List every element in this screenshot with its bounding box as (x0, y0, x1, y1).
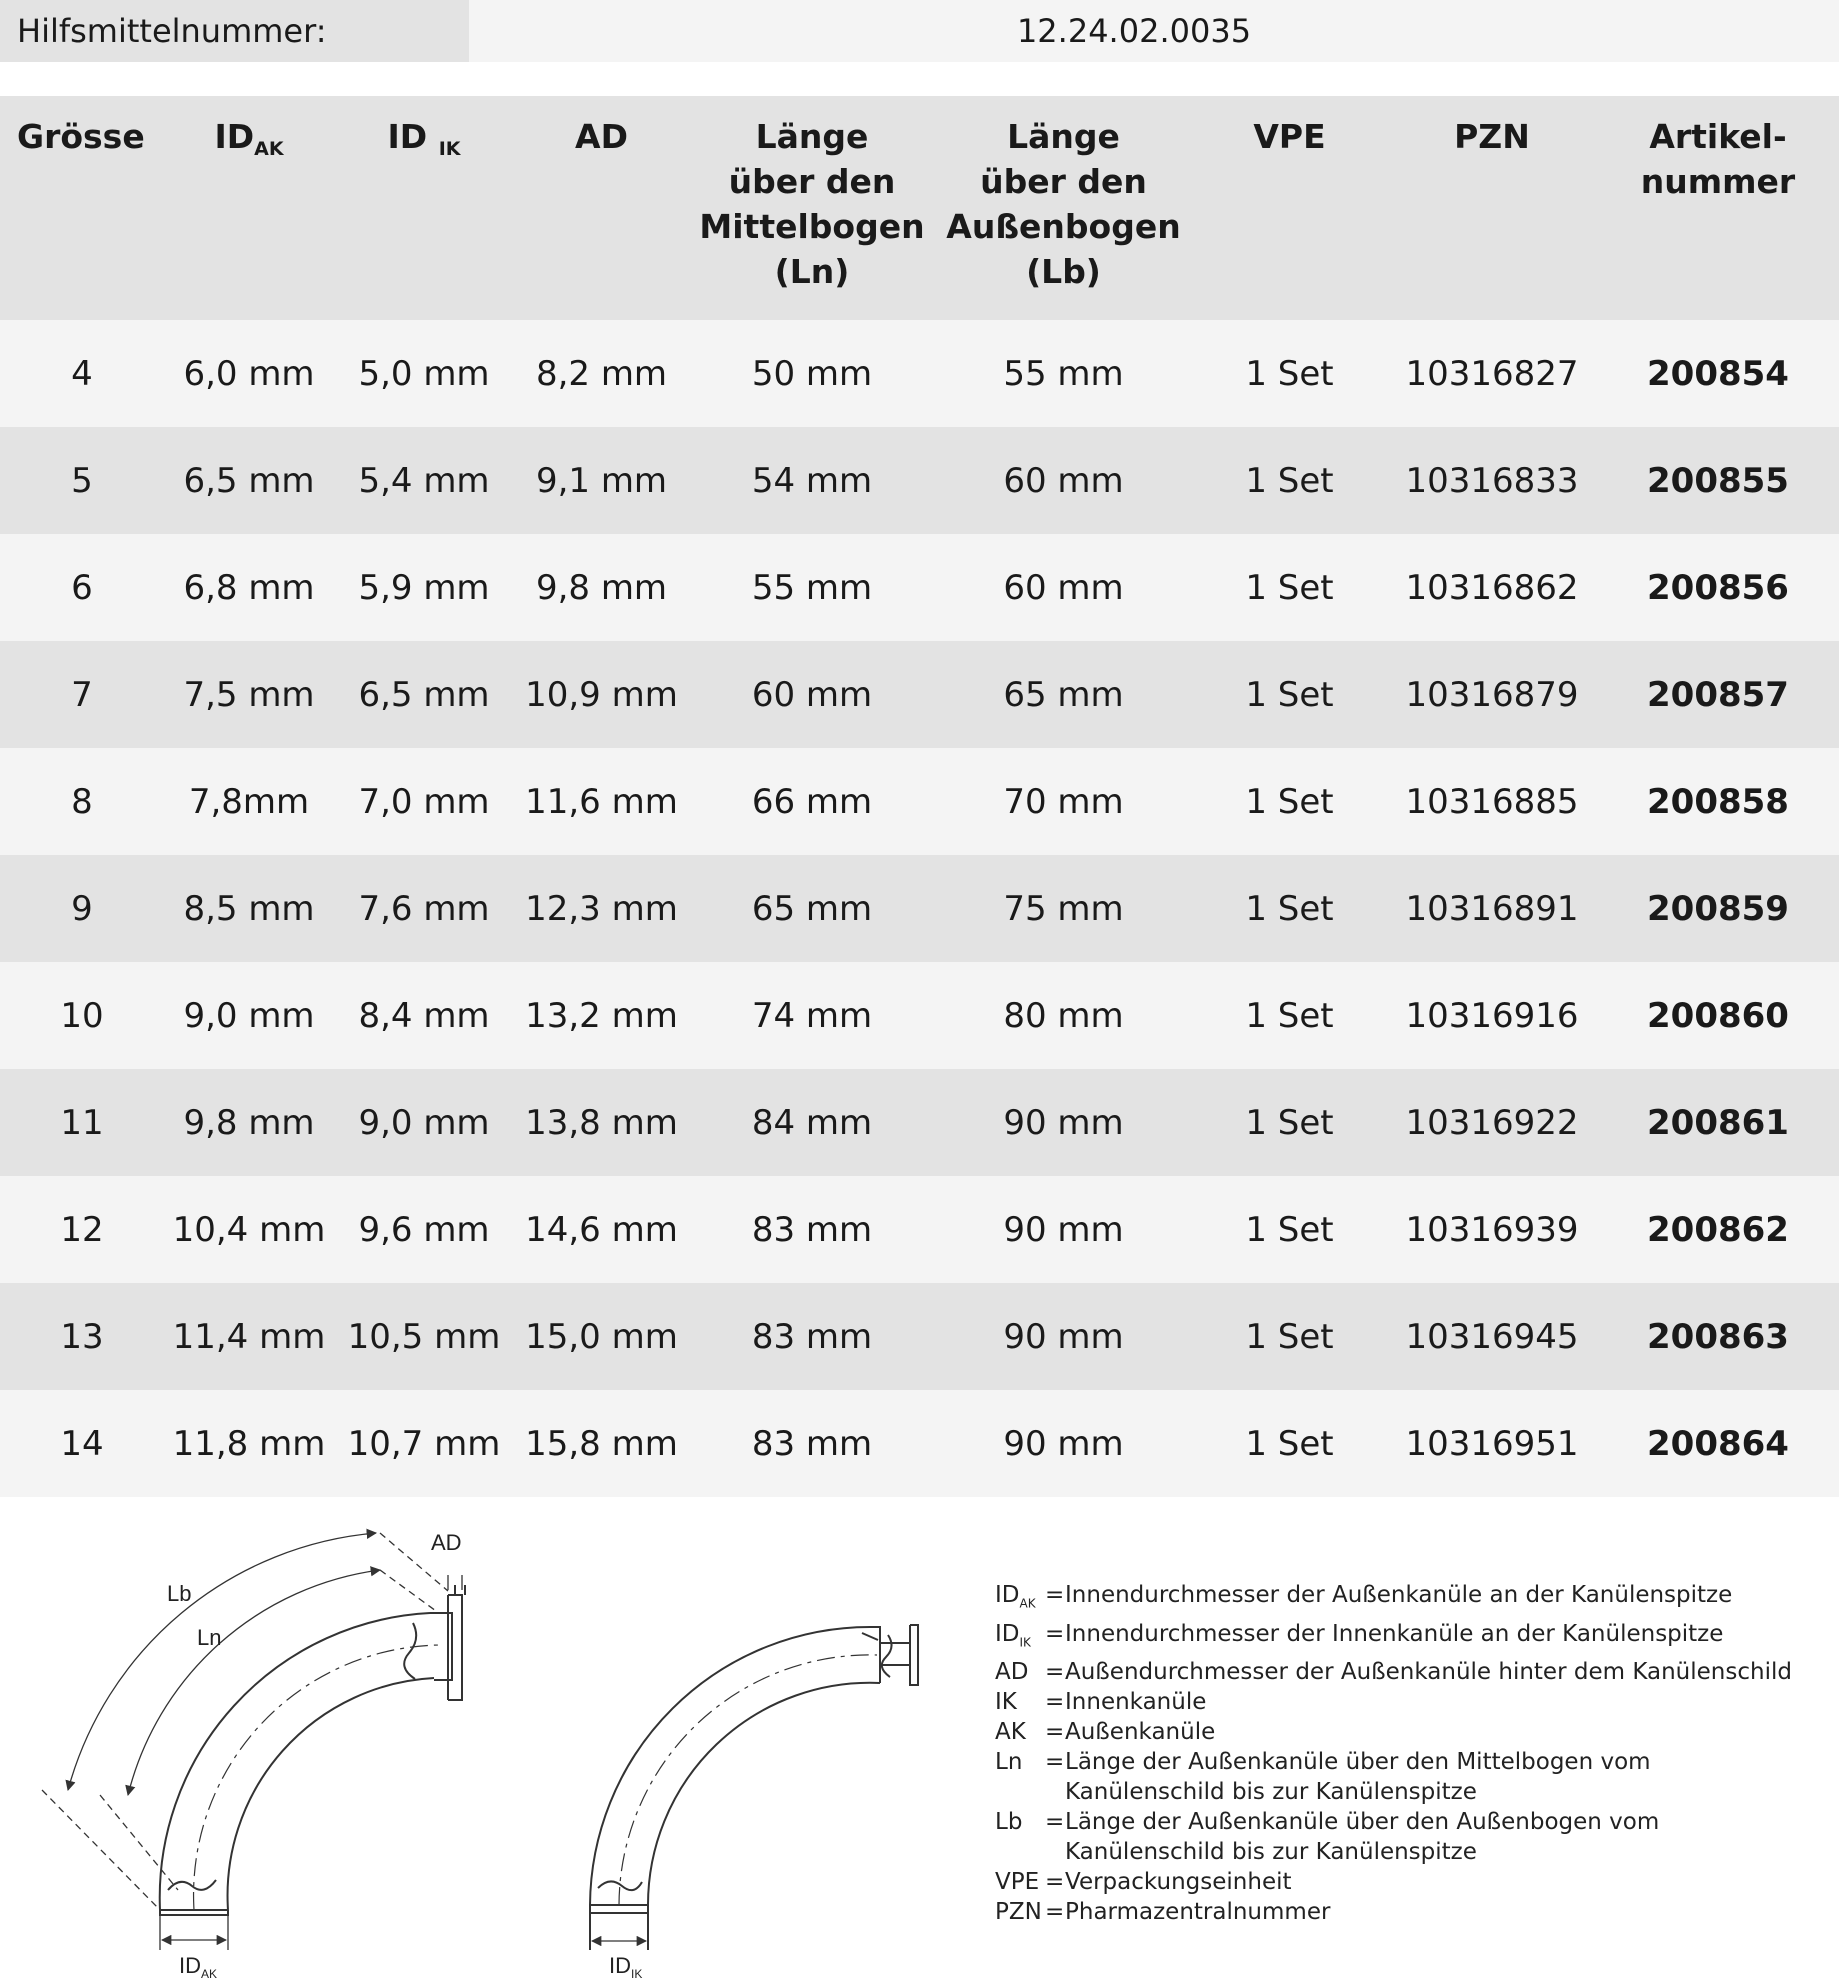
cell-pzn: 10316916 (1387, 962, 1597, 1069)
cell-ln: 74 mm (689, 962, 935, 1069)
cell-article: 200860 (1597, 962, 1839, 1069)
cell-vpe: 1 Set (1192, 855, 1387, 962)
cell-article: 200864 (1597, 1390, 1839, 1497)
label-ln: Ln (197, 1625, 222, 1650)
cell-id-ak: 11,4 mm (164, 1283, 334, 1390)
cell-lb: 90 mm (935, 1069, 1192, 1176)
col-vpe-header: VPE (1192, 96, 1387, 320)
cell-size: 14 (0, 1390, 164, 1497)
cell-id-ik: 8,4 mm (334, 962, 514, 1069)
col-id-ik-header: ID $_{IK}$ (334, 96, 514, 320)
cell-lb: 55 mm (935, 320, 1192, 427)
cell-ad: 8,2 mm (514, 320, 689, 427)
col-size-header: Grösse (0, 96, 164, 320)
cell-size: 7 (0, 641, 164, 748)
cell-ln: 65 mm (689, 855, 935, 962)
cell-ln: 83 mm (689, 1176, 935, 1283)
cell-id-ik: 9,6 mm (334, 1176, 514, 1283)
legend-item: PZN = Pharmazentralnummer (995, 1899, 1331, 1926)
cell-ad: 15,8 mm (514, 1390, 689, 1497)
cell-size: 4 (0, 320, 164, 427)
cell-article: 200856 (1597, 534, 1839, 641)
cell-lb: 60 mm (935, 534, 1192, 641)
cell-size: 5 (0, 427, 164, 534)
table-header-row (0, 96, 1839, 320)
cell-size: 11 (0, 1069, 164, 1176)
legend-item: $ID_{IK}$ = Innendurchmesser der Innenkanüle an der Kanülenspitze (995, 1620, 1724, 1650)
cell-pzn: 10316951 (1387, 1390, 1597, 1497)
label-id-ak: $ID_{AK}$ (179, 1953, 218, 1981)
cell-id-ak: 9,8 mm (164, 1069, 334, 1176)
table-row (0, 748, 1839, 855)
spec-table (0, 96, 1839, 1497)
cell-pzn: 10316939 (1387, 1176, 1597, 1283)
cell-ad: 13,2 mm (514, 962, 689, 1069)
table-row (0, 427, 1839, 534)
legend-item: AK = Außenkanüle (995, 1719, 1216, 1746)
cell-vpe: 1 Set (1192, 1283, 1387, 1390)
cell-pzn: 10316879 (1387, 641, 1597, 748)
col-id-ak-header: $ID_{AK}$ (164, 96, 334, 320)
cell-id-ik: 7,0 mm (334, 748, 514, 855)
cell-id-ik: 5,4 mm (334, 427, 514, 534)
cell-lb: 65 mm (935, 641, 1192, 748)
table-row (0, 855, 1839, 962)
cell-lb: 70 mm (935, 748, 1192, 855)
cell-id-ak: 6,8 mm (164, 534, 334, 641)
col-ad-header: AD (514, 96, 689, 320)
cell-vpe: 1 Set (1192, 962, 1387, 1069)
cell-id-ik: 5,0 mm (334, 320, 514, 427)
cell-article: 200863 (1597, 1283, 1839, 1390)
table-row (0, 962, 1839, 1069)
cell-lb: 90 mm (935, 1390, 1192, 1497)
cannula-technical-drawing (0, 1495, 980, 1987)
cell-article: 200862 (1597, 1176, 1839, 1283)
cell-lb: 90 mm (935, 1283, 1192, 1390)
cell-vpe: 1 Set (1192, 427, 1387, 534)
legend-item: AD = Außendurchmesser der Außenkanüle hinter dem Kanülenschild (995, 1659, 1792, 1686)
cell-id-ik: 10,7 mm (334, 1390, 514, 1497)
abbreviation-legend (995, 1580, 1815, 1927)
table-row (0, 641, 1839, 748)
cell-id-ak: 7,8mm (164, 748, 334, 855)
cell-id-ak: 10,4 mm (164, 1176, 334, 1283)
cell-ad: 12,3 mm (514, 855, 689, 962)
cell-pzn: 10316891 (1387, 855, 1597, 962)
cell-size: 10 (0, 962, 164, 1069)
cell-id-ak: 6,0 mm (164, 320, 334, 427)
cell-size: 8 (0, 748, 164, 855)
cell-article: 200861 (1597, 1069, 1839, 1176)
legend-item: IK = Innenkanüle (995, 1689, 1207, 1716)
col-article-header: Artikel- nummer (1597, 96, 1839, 320)
cell-id-ik: 9,0 mm (334, 1069, 514, 1176)
table-row (0, 1390, 1839, 1497)
cell-pzn: 10316922 (1387, 1069, 1597, 1176)
table-row (0, 534, 1839, 641)
cell-article: 200854 (1597, 320, 1839, 427)
aid-number-value: 12.24.02.0035 (469, 0, 1839, 62)
cell-ln: 60 mm (689, 641, 935, 748)
cell-lb: 90 mm (935, 1176, 1192, 1283)
cell-size: 9 (0, 855, 164, 962)
cell-id-ak: 6,5 mm (164, 427, 334, 534)
cell-ad: 9,8 mm (514, 534, 689, 641)
cell-article: 200857 (1597, 641, 1839, 748)
cell-ad: 15,0 mm (514, 1283, 689, 1390)
legend-item: VPE = Verpackungseinheit (995, 1869, 1292, 1896)
cell-vpe: 1 Set (1192, 320, 1387, 427)
legend-item: Lb = Länge der Außenkanüle über den Außenbogen vom Kanülenschild bis zur Kanülenspitze (995, 1809, 1660, 1866)
cell-ad: 14,6 mm (514, 1176, 689, 1283)
cell-id-ak: 7,5 mm (164, 641, 334, 748)
cell-ln: 84 mm (689, 1069, 935, 1176)
cell-lb: 80 mm (935, 962, 1192, 1069)
legend-item: $ID_{AK}$ = Innendurchmesser der Außenkanüle an der Kanülenspitze (995, 1582, 1733, 1611)
cell-ln: 55 mm (689, 534, 935, 641)
inner-cannula-drawing (590, 1625, 918, 1950)
cell-ad: 11,6 mm (514, 748, 689, 855)
cell-vpe: 1 Set (1192, 534, 1387, 641)
label-ad: AD (431, 1530, 462, 1555)
legend-item: Ln = Länge der Außenkanüle über den Mittelbogen vom Kanülenschild bis zur Kanülenspitze (995, 1749, 1651, 1806)
cell-lb: 60 mm (935, 427, 1192, 534)
cell-ad: 10,9 mm (514, 641, 689, 748)
cell-id-ik: 7,6 mm (334, 855, 514, 962)
cell-vpe: 1 Set (1192, 748, 1387, 855)
label-lb: Lb (167, 1581, 192, 1606)
col-ln-header: Länge über den Mittelbogen (Ln) (689, 96, 935, 320)
cell-ad: 9,1 mm (514, 427, 689, 534)
cell-id-ak: 11,8 mm (164, 1390, 334, 1497)
cell-size: 13 (0, 1283, 164, 1390)
table-row (0, 1176, 1839, 1283)
cell-vpe: 1 Set (1192, 1176, 1387, 1283)
cell-article: 200855 (1597, 427, 1839, 534)
cell-id-ik: 5,9 mm (334, 534, 514, 641)
table-row (0, 320, 1839, 427)
cell-article: 200859 (1597, 855, 1839, 962)
cell-id-ak: 8,5 mm (164, 855, 334, 962)
cell-id-ak: 9,0 mm (164, 962, 334, 1069)
cell-pzn: 10316862 (1387, 534, 1597, 641)
table-row (0, 1069, 1839, 1176)
cell-pzn: 10316827 (1387, 320, 1597, 427)
cell-vpe: 1 Set (1192, 1390, 1387, 1497)
aid-number-label: Hilfsmittelnummer: (0, 0, 469, 62)
cell-lb: 75 mm (935, 855, 1192, 962)
col-pzn-header: PZN (1387, 96, 1597, 320)
cell-pzn: 10316945 (1387, 1283, 1597, 1390)
cell-article: 200858 (1597, 748, 1839, 855)
cell-vpe: 1 Set (1192, 641, 1387, 748)
cell-size: 12 (0, 1176, 164, 1283)
cell-id-ik: 6,5 mm (334, 641, 514, 748)
cell-vpe: 1 Set (1192, 1069, 1387, 1176)
cell-ln: 66 mm (689, 748, 935, 855)
cell-ln: 83 mm (689, 1390, 935, 1497)
label-id-ik: $ID_{IK}$ (609, 1953, 643, 1981)
cell-id-ik: 10,5 mm (334, 1283, 514, 1390)
dimension-lines (42, 1533, 462, 1950)
cell-ln: 54 mm (689, 427, 935, 534)
col-lb-header: Länge über den Außenbogen (Lb) (935, 96, 1192, 320)
cell-size: 6 (0, 534, 164, 641)
table-row (0, 1283, 1839, 1390)
header-bar (0, 0, 1839, 62)
cell-pzn: 10316885 (1387, 748, 1597, 855)
cell-pzn: 10316833 (1387, 427, 1597, 534)
cell-ln: 50 mm (689, 320, 935, 427)
cell-ad: 13,8 mm (514, 1069, 689, 1176)
cell-ln: 83 mm (689, 1283, 935, 1390)
